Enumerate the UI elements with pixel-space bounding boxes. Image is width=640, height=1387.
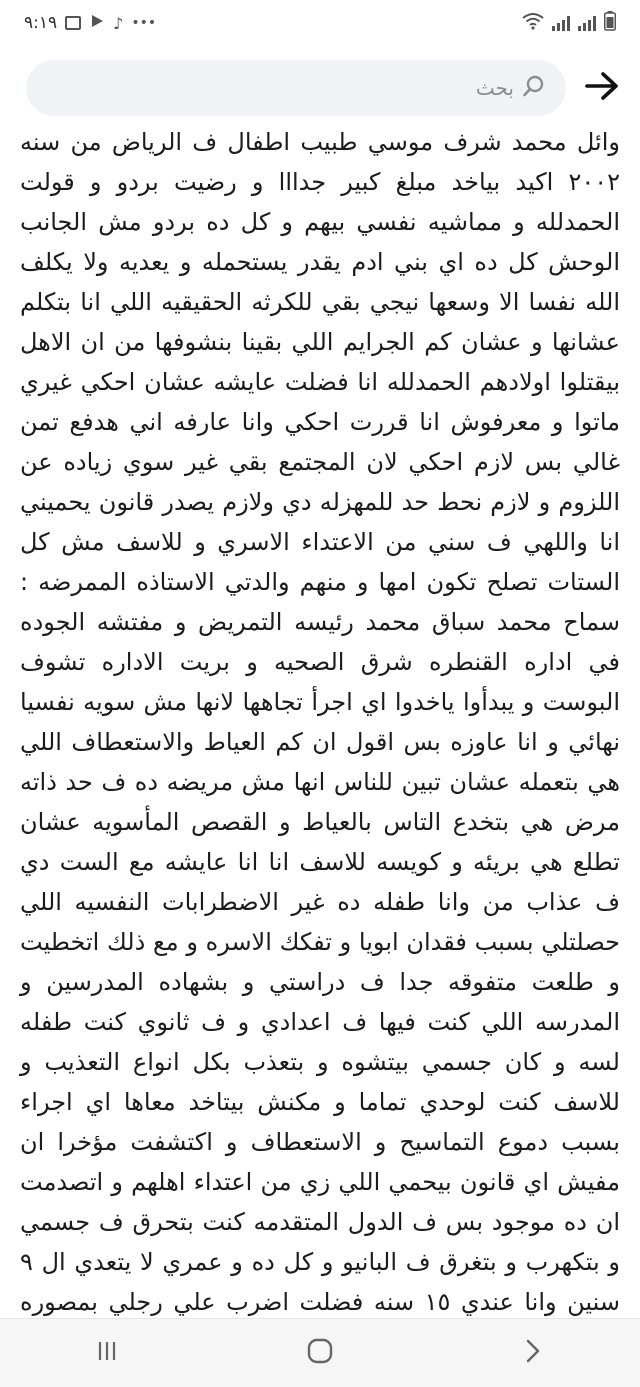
post-text: وائل محمد شرف موسي طبيب اطفال ف الرياض من سنه ٢٠٠٢ اكيد بياخد مبلغ كبير جدااا و رضيت بردو و قولت الحمدلله و مماشيه نفسي بيهم و كل ده بردو مش الجانب الوحش كل ده اي بني ادم يقدر يستحمله و يعديه ولا يكلف الله نفسا الا وسعها نيجي بقي للكرثه الحقيقيه اللي انا بتكلم عشانها و عشان كم الجرايم اللي بقينا بنشوفها من ان الاهل بيقتلوا اولادهم الحمدلله انا فضلت عايشه عشان احكي غيري ماتوا و معرفوش انا قررت احكي وانا عارفه اني هدفع تمن غالي بس لازم احكي لان المجتمع بقي غير سوي زياده عن اللزوم و لازم نحط حد للمهزله دي ولازم يصدر قانون يحميني انا واللهي ف سني من الاعتداء الاسري و للاسف مش كل الستات تصلح تكون امها و منهم والدتي الاستاذه الممرضه : سماح محمد سباق محمد رئيسه التمريض و مفتشه الجوده في اداره القنطره شرق الصحيه و بريت الاداره تشوف البوست و يبدأوا ياخدوا اي اجرأ تجاهها لانها مش سويه نفسيا نهائي و انا عاوزه بس اقول ان كم العياط والاستعطاف اللي هي بتعمله عشان تبين للناس انها مش مريضه ده ف حد ذاته مرض هي بتخدع التاس بالعياط و القصص المأسويه عشان تطلع هي بريئه و كويسه للاسف انا انا عايشه مع الست دي ف عذاب من وانا طفله ده غير الاضطرابات النفسيه اللي حصلتلي بسبب فقدان ابويا و تفكك الاسره و مع ذلك اتخطيت و طلعت متفوقه جدا ف دراستي و بشهاده المدرسين و المدرسه اللي كنت فيها ف اعدادي و ف ثانوي كنت طفله لسه و كان جسمي بيتشوه و بتعذب بكل انواع التعذيب و للاسف كنت لوحدي تماما و مكنش بيتاخد معاها اي اجراء بسبب دموع التماسيح و الاستعطاف و اكتشفت مؤخرا ان مفيش اي قانون بيحمي اللي زي من اعتداء اهلهم و اتصدمت ان ده موجود بس ف الدول المتقدمه كنت بتحرق ف جسمي و بتكهرب و بتغرق ف البانيو و كل ده و عمري لا يتعدي ال ٩ سنين وانا عندي ١٥ سنه فضلت اضرب علي رجلي بمصوره [20, 128, 620, 1316]
tiktok-icon: ♪ [113, 13, 124, 33]
status-right [522, 11, 616, 36]
gallery-icon [65, 16, 81, 30]
nav-back-button[interactable] [503, 1328, 563, 1378]
search-icon [522, 74, 546, 102]
search-placeholder: بحث [475, 76, 514, 100]
play-icon [89, 13, 105, 34]
system-nav-bar [0, 1318, 640, 1387]
signal-icon-2 [552, 15, 570, 31]
home-button[interactable] [290, 1328, 350, 1378]
search-input[interactable] [26, 60, 566, 116]
battery-icon [604, 11, 616, 36]
status-left [24, 13, 156, 34]
back-chevron-icon [524, 1338, 542, 1368]
status-time: ٩:١٩ [24, 13, 58, 33]
home-icon [306, 1337, 334, 1369]
status-bar [0, 0, 640, 46]
recent-apps-icon [96, 1340, 118, 1366]
recent-apps-button[interactable] [77, 1328, 137, 1378]
signal-icon-1 [578, 15, 596, 31]
wifi-icon [522, 12, 544, 35]
status-more-dots: ••• [131, 15, 157, 31]
post-content [0, 122, 640, 1318]
arrow-right-icon [584, 71, 620, 105]
search-row [0, 56, 640, 120]
back-button[interactable] [578, 66, 626, 110]
